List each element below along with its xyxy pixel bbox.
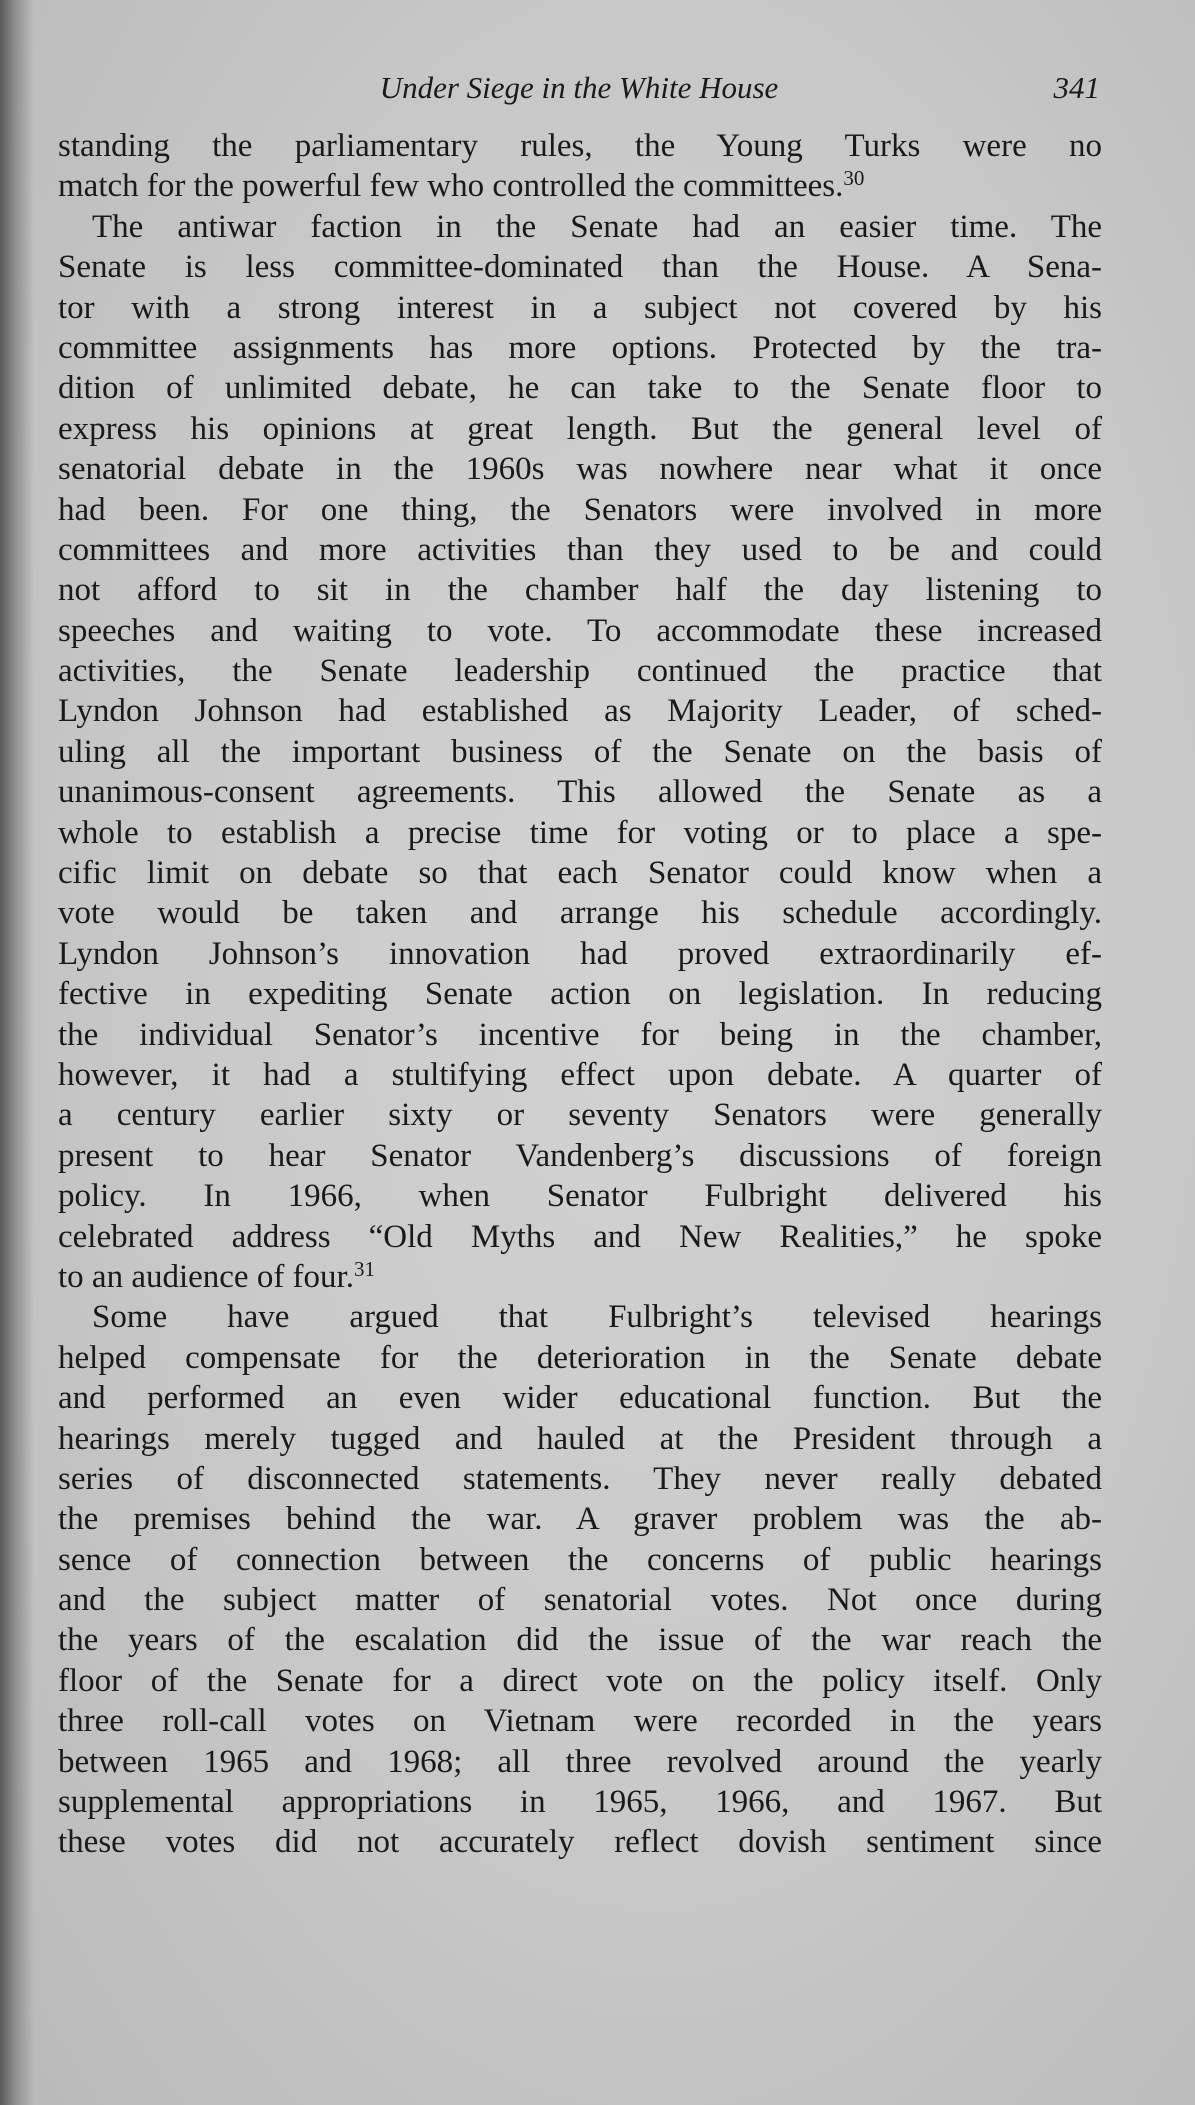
text-line: vote would be taken and arrange his schedule accordingly. <box>58 895 1102 932</box>
body-text <box>58 126 1102 1863</box>
text-line: between 1965 and 1968; all three revolved around the yearly <box>58 1743 1102 1780</box>
text-line: express his opinions at great length. But the general level of <box>58 410 1102 447</box>
text-line: and the subject matter of senatorial votes. Not once during <box>58 1582 1102 1619</box>
text-line: and performed an even wider educational function. But the <box>58 1380 1102 1417</box>
text-line: Senate is less committee-dominated than the House. A Sena- <box>58 249 1102 286</box>
text-line: unanimous-consent agreements. This allowed the Senate as a <box>58 774 1102 811</box>
text-line: fective in expediting Senate action on legislation. In reducing <box>58 976 1102 1013</box>
text-line: the individual Senator’s incentive for being in the chamber, <box>58 1016 1102 1053</box>
text-line: tor with a strong interest in a subject not covered by his <box>58 289 1102 326</box>
text-line: Lyndon Johnson had established as Majority Leader, of sched- <box>58 693 1102 730</box>
text-line: hearings merely tugged and hauled at the President through a <box>58 1420 1102 1457</box>
text-line: not afford to sit in the chamber half the day listening to <box>58 572 1102 609</box>
text-line: a century earlier sixty or seventy Senators were generally <box>58 1097 1102 1134</box>
text-line: match for the powerful few who controlled the committees.$^{30}$ <box>58 166 865 205</box>
text-line: helped compensate for the deterioration in the Senate debate <box>58 1339 1102 1376</box>
text-line: supplemental appropriations in 1965, 1966, and 1967. But <box>58 1784 1102 1821</box>
text-line: speeches and waiting to vote. To accommodate these increased <box>58 612 1102 649</box>
footnote-reference: 31 <box>353 1256 375 1281</box>
text-line: to an audience of four.$^{31}$ <box>58 1256 375 1295</box>
text-line: the years of the escalation did the issue of the war reach the <box>58 1622 1102 1659</box>
text-line: floor of the Senate for a direct vote on the policy itself. Only <box>58 1662 1102 1699</box>
text-line: standing the parliamentary rules, the Young Turks were no <box>58 128 1102 164</box>
text-line: whole to establish a precise time for voting or to place a spe- <box>58 814 1102 851</box>
text-line: The antiwar faction in the Senate had an easier time. The <box>92 208 1102 245</box>
text-line: senatorial debate in the 1960s was nowhere near what it once <box>58 451 1102 488</box>
text-line: these votes did not accurately reflect dovish sentiment since <box>58 1824 1102 1861</box>
text-line: series of disconnected statements. They never really debated <box>58 1460 1102 1497</box>
gutter-shadow <box>0 0 34 2105</box>
running-head <box>58 66 1100 110</box>
text-line: however, it had a stultifying effect upon debate. A quarter of <box>58 1056 1102 1093</box>
page-number: 341 <box>1053 70 1100 105</box>
text-line: committee assignments has more options. Protected by the tra- <box>58 329 1102 366</box>
text-line: the premises behind the war. A graver problem was the ab- <box>58 1501 1102 1538</box>
text-line: committees and more activities than they used to be and could <box>58 531 1102 568</box>
text-line: activities, the Senate leadership continued the practice that <box>58 653 1102 690</box>
text-line: three roll-call votes on Vietnam were recorded in the years <box>58 1703 1102 1740</box>
text-line: uling all the important business of the Senate on the basis of <box>58 733 1102 770</box>
text-line: Lyndon Johnson’s innovation had proved extraordinarily ef- <box>58 935 1102 972</box>
running-title: Under Siege in the White House <box>379 70 779 105</box>
text-line: policy. In 1966, when Senator Fulbright delivered his <box>58 1178 1102 1215</box>
text-line: present to hear Senator Vandenberg’s discussions of foreign <box>58 1137 1102 1174</box>
text-line: celebrated address “Old Myths and New Realities,” he spoke <box>58 1218 1102 1255</box>
footnote-reference: 30 <box>843 166 865 191</box>
text-line: cific limit on debate so that each Senator could know when a <box>58 855 1102 892</box>
text-line: had been. For one thing, the Senators were involved in more <box>58 491 1102 528</box>
text-line: sence of connection between the concerns of public hearings <box>58 1541 1102 1578</box>
text-line: Some have argued that Fulbright’s televised hearings <box>92 1299 1102 1336</box>
text-line: dition of unlimited debate, he can take to the Senate floor to <box>58 370 1102 407</box>
